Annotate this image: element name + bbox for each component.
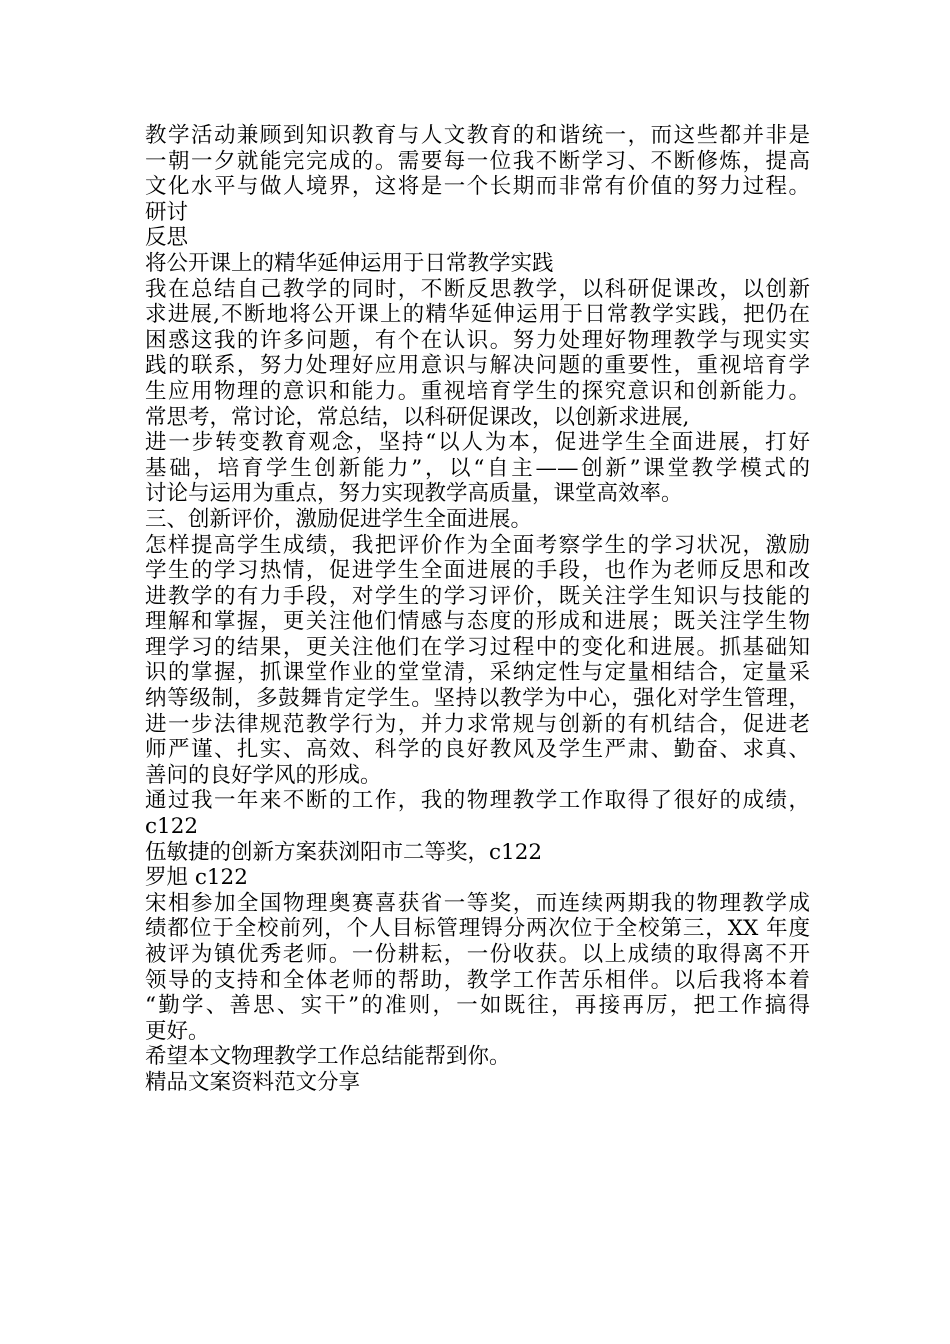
text-line: 伍敏捷的创新方案获浏阳市二等奖，c122 <box>145 839 543 865</box>
text-line: 求进展,不断地将公开课上的精华延伸运用于日常教学实践，把仍在 <box>145 302 810 328</box>
text-line: 教学活动兼顾到知识教育与人文教育的和谐统一，而这些都并非是 <box>145 123 810 148</box>
text-line: 通过我一年来不断的工作，我的物理教学工作取得了很好的成绩， <box>145 788 810 814</box>
text-line: 纳等级制，多鼓舞肯定学生。坚持以教学为中心，强化对学生管理， <box>145 686 810 712</box>
text-line: 绩都位于全校前列，个人目标管理锝分两次位于全校第三，XX 年度 <box>145 916 810 942</box>
text-line: 罗旭 c122 <box>145 865 248 891</box>
text-line: 将公开课上的精华延伸运用于日常教学实践 <box>145 250 554 276</box>
text-line: c122 <box>145 814 199 840</box>
text-line: 更好。 <box>145 1018 210 1044</box>
text-line: 希望本文物理教学工作总结能帮到你。 <box>145 1044 511 1070</box>
section-heading: 三、创新评价，激励促进学生全面进展。 <box>145 506 533 532</box>
text-line: 常思考，常讨论，常总结，以科研促课改，以创新求进展, <box>145 404 690 430</box>
text-line: 一朝一夕就能完完成的。需要每一位我不断学习、不断修炼，提高 <box>145 148 810 174</box>
text-line: 践的联系，努力处理好应用意识与解决问题的重要性，重视培育学 <box>145 353 810 379</box>
text-line: 我在总结自己教学的同时，不断反思教学，以科研促课改，以创新 <box>145 276 810 302</box>
text-line: 困惑这我的许多问题，有个在认识。努力处理好物理教学与现实实 <box>145 327 810 353</box>
text-line: 基础，培育学生创新能力”，以“自主——创新”课堂教学模式的 <box>145 455 810 481</box>
text-line: 理学习的结果，更关注他们在学习过程中的变化和进展。抓基础知 <box>145 634 810 660</box>
text-line: 学生的学习热情，促进学生全面进展的手段，也作为老师反思和改 <box>145 558 810 584</box>
text-line: 讨论与运用为重点，努力实现教学高质量，课堂高效率。 <box>145 481 683 507</box>
document-body <box>145 123 810 1096</box>
text-line: 师严谨、扎实、高效、科学的良好教风及学生严肃、勤奋、求真、 <box>145 737 810 763</box>
text-line: 善问的良好学风的形成。 <box>145 762 382 788</box>
text-line: 被评为镇优秀老师。一份耕耘，一份收获。以上成绩的取得离不开 <box>145 942 810 967</box>
text-line: 进一步转变教育观念，坚持“以人为本，促进学生全面进展，打好 <box>145 430 810 456</box>
text-line: 生应用物理的意识和能力。重视培育学生的探究意识和创新能力。 <box>145 378 810 404</box>
text-line: 研讨 <box>145 199 189 225</box>
text-line: 进一步法律规范教学行为，并力求常规与创新的有机结合，促进老 <box>145 711 810 737</box>
text-line: 理解和掌握，更关注他们情感与态度的形成和进展；既关注学生物 <box>145 609 810 635</box>
text-line: 宋相参加全国物理奥赛喜获省一等奖，而连续两期我的物理教学成 <box>145 890 810 916</box>
text-line: 识的掌握，抓课堂作业的堂堂清，采纳定性与定量相结合，定量采 <box>145 660 810 686</box>
text-line: “勤学、善思、实干”的准则，一如既往，再接再厉，把工作搞得 <box>145 993 810 1019</box>
text-line: 怎样提高学生成绩，我把评价作为全面考察学生的学习状况，激励 <box>145 532 810 558</box>
text-line: 进教学的有力手段，对学生的学习评价，既关注学生知识与技能的 <box>145 583 810 609</box>
text-line: 文化水平与做人境界，这将是一个长期而非常有价值的努力过程。 <box>145 174 810 200</box>
text-line: 反思 <box>145 225 189 251</box>
footer-text: 精品文案资料范文分享 <box>145 1069 361 1095</box>
text-line: 领导的支持和全体老师的帮助，教学工作苦乐相伴。以后我将本着 <box>145 967 810 993</box>
